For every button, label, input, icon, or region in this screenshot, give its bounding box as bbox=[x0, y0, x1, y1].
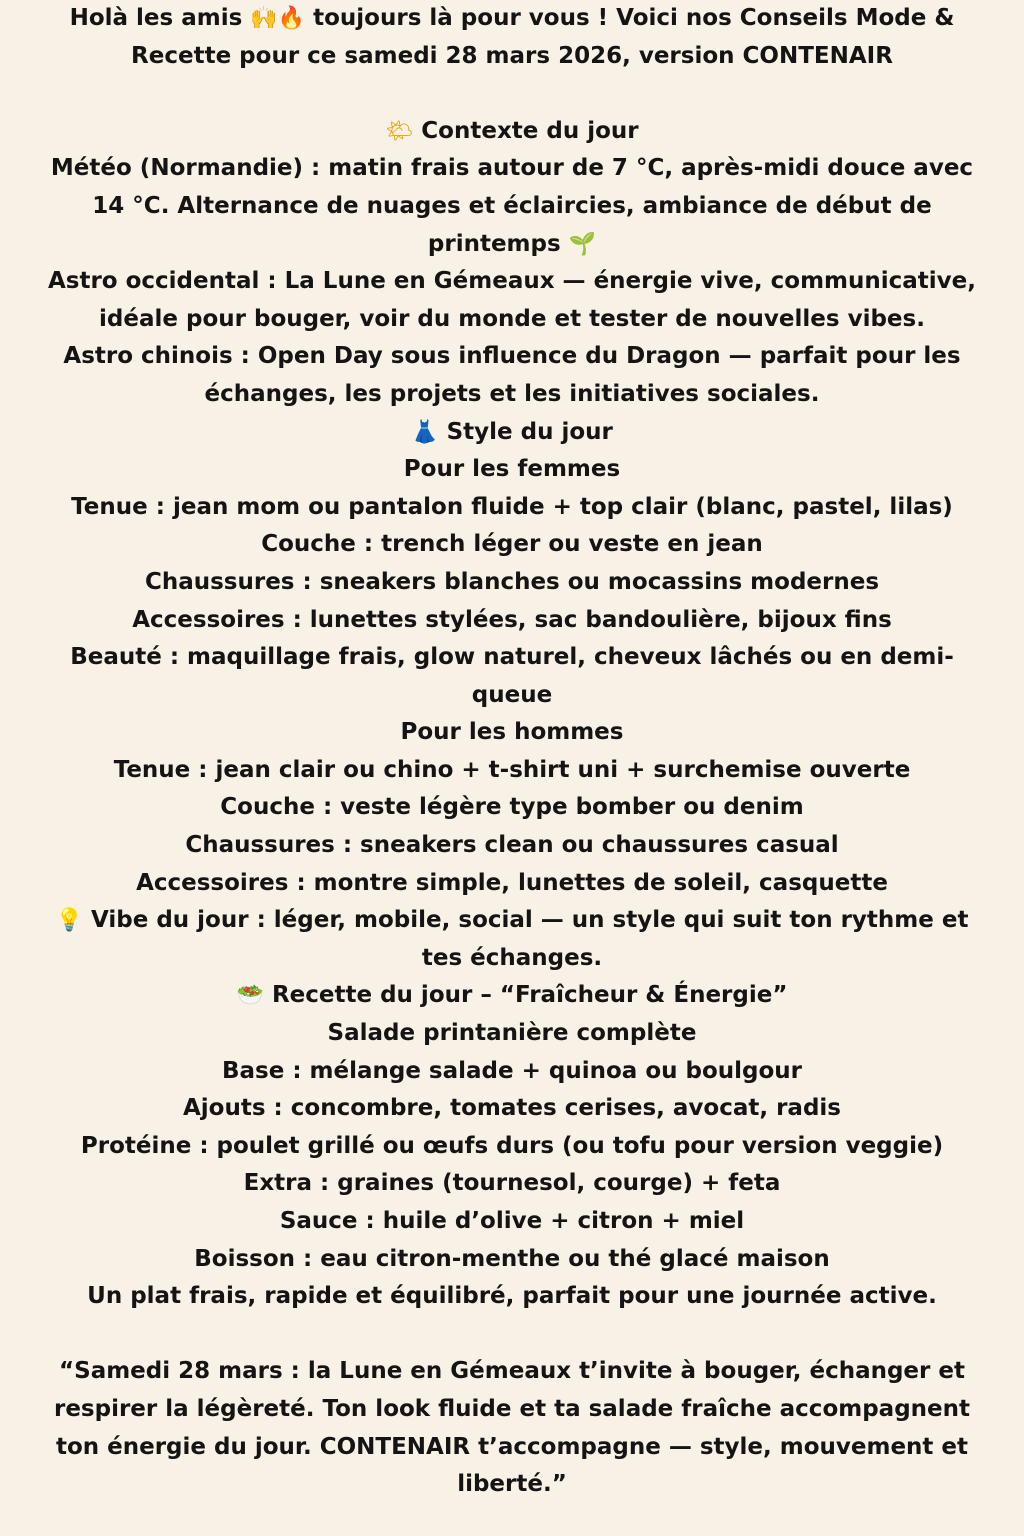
seedling-icon: 🌱 bbox=[568, 231, 597, 257]
recipe-extra: Extra : graines (tournesol, courge) + feta bbox=[243, 1170, 781, 1197]
intro-text bbox=[44, 0, 980, 75]
women-title: Pour les femmes bbox=[403, 456, 621, 483]
vibe-body: Vibe du jour : léger, mobile, social — un style qui suit ton rythme et tes échanges. bbox=[90, 907, 969, 971]
women-couche: Couche : trench léger ou veste en jean bbox=[261, 531, 763, 558]
recipe-summary: Un plat frais, rapide et équilibré, parfait pour une journée active. bbox=[87, 1283, 937, 1310]
meteo-text bbox=[44, 150, 980, 263]
spacer bbox=[44, 1316, 980, 1354]
green-salad-icon: 🥗 bbox=[236, 983, 264, 1009]
style-heading-text: Style du jour bbox=[446, 418, 613, 445]
spacer bbox=[44, 75, 980, 113]
astro-chinois-text: Astro chinois : Open Day sous influence du Dragon — parfait pour les échanges, les projets et les initiatives sociales. bbox=[63, 343, 961, 407]
recipe-ajouts: Ajouts : concombre, tomates cerises, avocat, radis bbox=[183, 1095, 841, 1122]
recipe-sauce: Sauce : huile d’olive + citron + miel bbox=[279, 1208, 745, 1234]
women-accessoires: Accessoires : lunettes stylées, sac bandoulière, bijoux fins bbox=[132, 606, 892, 633]
astro-occidental-text: Astro occidental : La Lune en Gémeaux — énergie vive, communicative, idéale pour bouger, voir du monde et tester de nouvelles vibes. bbox=[47, 268, 977, 332]
sun-behind-cloud-icon: 🌤 bbox=[385, 118, 414, 144]
women-chaussures: Chaussures : sneakers blanches ou mocassins modernes bbox=[144, 568, 880, 595]
men-title: Pour les hommes bbox=[400, 719, 624, 746]
style-heading bbox=[44, 414, 980, 452]
women-beaute: Beauté : maquillage frais, glow naturel, cheveux lâchés ou en demi-queue bbox=[70, 644, 954, 708]
recipe-base: Base : mélange salade + quinoa ou boulgour bbox=[221, 1057, 803, 1084]
context-heading-text: Contexte du jour bbox=[421, 117, 639, 144]
light-bulb-icon: 💡 bbox=[55, 908, 83, 934]
fire-icon: 🔥 bbox=[277, 6, 306, 31]
men-couche: Couche : veste légère type bomber ou denim bbox=[220, 794, 804, 821]
recipe-heading-text: Recette du jour – “Fraîcheur & Énergie” bbox=[271, 982, 788, 1009]
women-tenue: Tenue : jean mom ou pantalon fluide + top clair (blanc, pastel, lilas) bbox=[71, 493, 953, 520]
intro-announcement: toujours là pour vous ! Voici nos Conseils Mode & Recette pour ce samedi 28 mars 2026, version CONTENAIR bbox=[131, 5, 955, 69]
meteo-body: Météo (Normandie) : matin frais autour de 7 °C, après-midi douce avec 14 °C. Alternance de nuages et éclaircies, ambiance de début de printemps bbox=[50, 155, 974, 257]
recipe-proteine: Protéine : poulet grillé ou œufs durs (ou tofu pour version veggie) bbox=[80, 1132, 944, 1159]
recipe-heading bbox=[44, 977, 980, 1015]
recipe-boisson: Boisson : eau citron-menthe ou thé glacé maison bbox=[194, 1245, 830, 1272]
closing-quote: “Samedi 28 mars : la Lune en Gémeaux t’invite à bouger, échanger et respirer la légèreté. Ton look fluide et ta salade fraîche accompagnent ton énergie du jour. CONTENAIR t’accompagne — style, mouvement et liberté.” bbox=[53, 1358, 970, 1498]
vibe-text bbox=[44, 902, 980, 977]
raised-hands-icon: 🙌 bbox=[250, 6, 278, 31]
recipe-name: Salade printanière complète bbox=[327, 1020, 697, 1047]
men-accessoires: Accessoires : montre simple, lunettes de soleil, casquette bbox=[136, 869, 888, 896]
context-heading bbox=[44, 113, 980, 151]
dress-icon: 👗 bbox=[411, 419, 439, 445]
intro-greeting: Holà les amis bbox=[69, 5, 243, 31]
men-chaussures: Chaussures : sneakers clean ou chaussures casual bbox=[185, 832, 839, 859]
men-tenue: Tenue : jean clair ou chino + t-shirt uni + surchemise ouverte bbox=[113, 756, 911, 783]
